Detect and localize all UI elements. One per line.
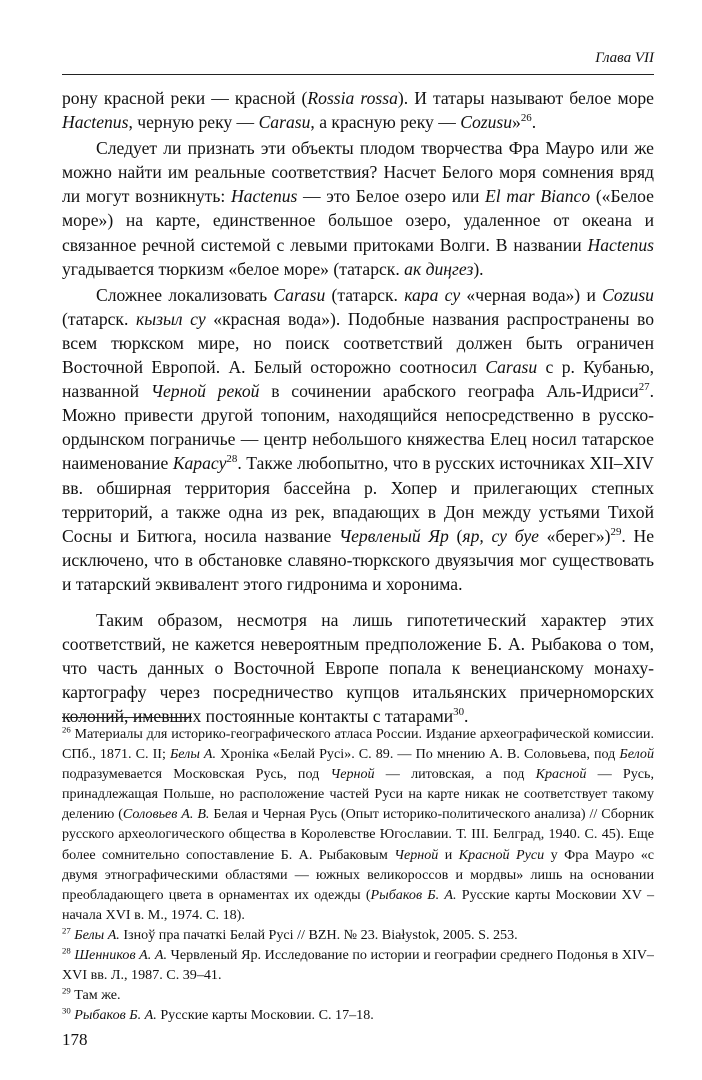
italic-term: Соловьев А. В. bbox=[122, 806, 210, 823]
text-run: у Фра Мауро «с двумя этнографическими областями — южных великороссов и мордвы» лишь на основании преобладающего цвета в орнаментах их одежды ( bbox=[62, 846, 655, 903]
text-run: Русские карты Московии XV – начала XVI в. М., 1974. С. 18). bbox=[62, 886, 655, 923]
footnote-ref: 29 bbox=[62, 985, 71, 996]
footnote-26 bbox=[62, 724, 654, 925]
paragraph bbox=[62, 283, 654, 596]
text-run: Материалы для историко-географического атласа России. Издание археографической комиссии. СПб., 1871. С. II; bbox=[62, 726, 654, 763]
footnote-ref: 26 bbox=[520, 112, 532, 125]
text-run: . bbox=[531, 112, 537, 133]
italic-term: Белой bbox=[619, 746, 655, 763]
italic-term: Рыбаков Б. А. bbox=[370, 886, 457, 903]
paragraph bbox=[62, 86, 654, 134]
paragraph bbox=[62, 608, 654, 728]
italic-term: Белы А. bbox=[169, 746, 217, 763]
text-run: подразумевается Московская Русь, под bbox=[62, 766, 331, 783]
footnote-ref: 28 bbox=[62, 945, 71, 956]
paragraph bbox=[62, 136, 654, 281]
text-run: «берег») bbox=[538, 525, 611, 546]
text-run: Сложнее локализовать bbox=[96, 284, 274, 305]
text-run: — литовская, а под bbox=[374, 766, 536, 783]
text-run: . bbox=[464, 706, 469, 727]
footnote-ref: 27 bbox=[62, 925, 71, 936]
italic-term: Carasu bbox=[273, 284, 326, 305]
footnotes bbox=[62, 724, 654, 1025]
text-run: ). bbox=[473, 258, 484, 279]
text-run: «красная вода»). Подобные названия распространены во всем тюркском мире, но поиск соответствий должен быть ограничен Восточной Европой. А. Белый осторожно соотносил bbox=[62, 308, 654, 378]
italic-term: Carasu bbox=[258, 112, 311, 133]
footnote-ref: 30 bbox=[453, 706, 465, 719]
text-run: рону красной реки — красной ( bbox=[62, 88, 308, 108]
text-run: Там же. bbox=[70, 987, 121, 1004]
italic-term: Шенников А. А. bbox=[74, 947, 168, 964]
text-run: — это Белое озеро или bbox=[297, 186, 486, 207]
text-run: Хроніка «Белай Русі». С. 89. — По мнению А. В. Соловьева, под bbox=[216, 746, 620, 763]
text-run: «черная вода») и bbox=[460, 284, 603, 305]
italic-term: Carasu bbox=[485, 357, 538, 378]
footnote-ref: 30 bbox=[62, 1005, 71, 1016]
italic-term: El mar Bianco bbox=[485, 186, 591, 207]
italic-term: Cozusu bbox=[460, 112, 513, 133]
italic-term: Красной bbox=[535, 766, 587, 783]
italic-term: Hactenus bbox=[62, 112, 129, 133]
text-run: с р. Кубанью, названной bbox=[62, 357, 654, 402]
text-run: (татарск. bbox=[62, 308, 136, 329]
footnote-ref: 26 bbox=[62, 724, 71, 735]
italic-term: кара су bbox=[404, 284, 461, 305]
text-run: Следует ли признать эти объекты плодом творчества Фра Мауро или же можно найти им реальные соответствия? Насчет Белого моря сомнения вряд ли могут возникнуть: bbox=[62, 138, 654, 207]
text-run: , а красную реку — bbox=[310, 112, 461, 133]
running-header: Глава VII bbox=[595, 50, 654, 66]
italic-term: Рыбаков Б. А. bbox=[74, 1007, 157, 1024]
text-run: Русские карты Московии. С. 17–18. bbox=[156, 1007, 374, 1024]
footnote-27 bbox=[62, 925, 654, 945]
footnote-30 bbox=[62, 1005, 654, 1025]
text-run: . Можно привести другой топоним, находящийся непосредственно в русско-ордынском пограничье — центр небольшого княжества Елец носил татарское наименование bbox=[62, 381, 655, 474]
text-run: Белая и Черная Русь (Опыт историко-политического анализа) // Сборник русского археологического общества в Королевстве Югославии. Т. III. Белград, 1940. С. 45). Еще более сомнительно сопоставление Б. А. Рыбаковым bbox=[62, 806, 654, 863]
text-run: Таким образом, несмотря на лишь гипотетический характер этих соответствий, не кажется невероятным предположение Б. А. Рыбакова о том, что часть данных о Восточной Европе попала к венецианскому монаху-картографу через посредничество купцов итальянских причерноморских колоний, имевших постоянные контакты с татарами bbox=[62, 609, 654, 727]
footnote-29 bbox=[62, 985, 654, 1005]
page-number: 178 bbox=[62, 1030, 88, 1049]
footnote-ref: 28 bbox=[226, 453, 238, 466]
text-run: («Белое море») на карте, единственное большое озеро, удаленное от океана и связанное речной системой с левыми притоками Волги. В названии bbox=[62, 186, 654, 255]
italic-term: Червленый Яр bbox=[338, 525, 449, 546]
italic-term: яр, су буе bbox=[462, 525, 539, 546]
italic-term: ак диңгез bbox=[404, 258, 474, 279]
text-run: и bbox=[438, 846, 459, 863]
italic-term: Черной bbox=[394, 846, 439, 863]
text-run: угадывается тюркизм «белое море» (татарск. bbox=[62, 258, 405, 279]
italic-term: Черной bbox=[330, 766, 375, 783]
text-run: . Не исключено, что в обстановке славяно-тюркского двуязычия мог существовать и татарский эквивалент этого гидронима и хоронима. bbox=[62, 525, 655, 594]
text-run: ( bbox=[448, 525, 463, 546]
italic-term: Карасу bbox=[172, 453, 227, 474]
footnote-ref: 27 bbox=[638, 381, 650, 394]
main-text bbox=[62, 86, 654, 728]
italic-term: Красной Руси bbox=[458, 846, 545, 863]
italic-term: Hactenus bbox=[587, 234, 654, 255]
text-run: (татарск. bbox=[325, 284, 405, 305]
italic-term: Rossia rossa bbox=[307, 88, 398, 108]
text-run: в сочинении арабского географа Аль-Идриси bbox=[259, 381, 639, 402]
footnote-28 bbox=[62, 945, 654, 985]
header-rule bbox=[62, 74, 654, 75]
italic-term: Белы А. bbox=[74, 926, 120, 943]
text-run: Ізноў пра пачаткі Белай Русі // BZH. № 23. Białystok, 2005. S. 253. bbox=[119, 926, 518, 943]
footnote-separator bbox=[62, 717, 192, 718]
footnote-ref: 29 bbox=[610, 525, 622, 538]
italic-term: Hactenus bbox=[230, 186, 298, 207]
italic-term: кызыл су bbox=[135, 308, 206, 329]
text-run: ). И татары называют белое море bbox=[397, 88, 654, 108]
text-run: Червленый Яр. Исследование по истории и географии среднего Подонья в XIV–XVI вв. Л., 1987. С. 39–41. bbox=[62, 947, 654, 984]
text-run: — Русь, принадлежащая Польше, но расположение частей Руси на карте никак не соответствует такому делению ( bbox=[62, 766, 655, 823]
text-run: . Также любопытно, что в русских источниках XII–XIV вв. обширная территория бассейна р. Хопер и прилегающих степных территорий, а также одна из рек, впадающих в Дон между устьями Тихой Сосны и Битюга, носила название bbox=[62, 453, 655, 546]
text-run: » bbox=[512, 112, 521, 133]
italic-term: Черной рекой bbox=[150, 381, 260, 402]
italic-term: Cozusu bbox=[602, 284, 654, 305]
text-run: , черную реку — bbox=[128, 112, 259, 133]
